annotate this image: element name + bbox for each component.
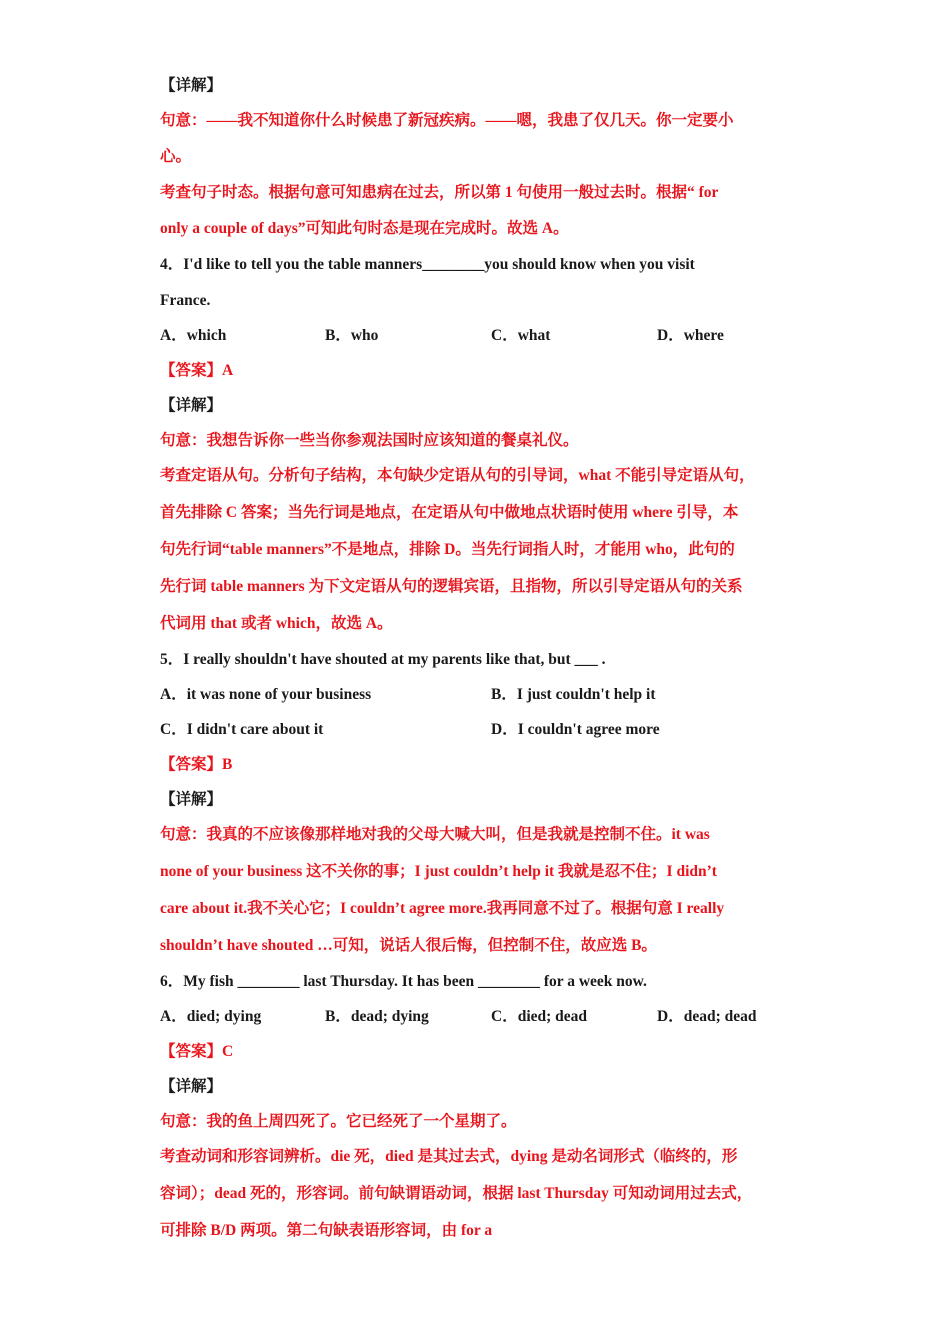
question-stem: 4．I'd like to tell you the table manners________you should know when you visit — [160, 256, 695, 273]
option-a: A．which — [160, 327, 227, 344]
option-c: C．died; dead — [491, 1008, 588, 1025]
option-b: B．dead; dying — [325, 1008, 429, 1025]
answer-label: 【答案】B — [160, 756, 233, 773]
detail-label: 【详解】 — [160, 1078, 223, 1095]
analysis-text: 先行词 table manners 为下文定语从句的逻辑宾语，且指物，所以引导定语从句的关系 — [160, 578, 743, 595]
analysis-text: 句先行词“table manners”不是地点，排除 D。当先行词指人时，才能用 who，此句的 — [160, 541, 735, 558]
answer-label: 【答案】A — [160, 362, 234, 379]
question-stem: 5．I really shouldn't have shouted at my parents like that, but ___ . — [160, 651, 606, 668]
meaning-text: 句意：我想告诉你一些当你参观法国时应该知道的餐桌礼仪。 — [160, 432, 579, 449]
analysis-text: 考查定语从句。分析句子结构，本句缺少定语从句的引导词，what 不能引导定语从句， — [160, 467, 755, 484]
option-c: C．what — [491, 327, 551, 344]
meaning-text: 句意：——我不知道你什么时候患了新冠疾病。——嗯，我患了仅几天。你一定要小 — [160, 112, 734, 129]
analysis-text: 考查动词和形容词辨析。die 死，died 是其过去式，dying 是动名词形式（临终的，形 — [160, 1148, 738, 1165]
question-stem: France. — [160, 292, 211, 309]
option-d: D．dead; dead — [657, 1008, 757, 1025]
detail-label: 【详解】 — [160, 77, 223, 94]
option-a: A．it was none of your business — [160, 686, 372, 703]
detail-label: 【详解】 — [160, 397, 223, 414]
option-b: B．who — [325, 327, 379, 344]
analysis-text: 考查句子时态。根据句意可知患病在过去，所以第 1 句使用一般过去时。根据“ for — [160, 184, 719, 201]
answer-label: 【答案】C — [160, 1043, 234, 1060]
detail-label: 【详解】 — [160, 791, 223, 808]
analysis-text: 代词用 that 或者 which，故选 A。 — [160, 615, 393, 632]
question-stem: 6．My fish ________ last Thursday. It has been ________ for a week now. — [160, 973, 647, 990]
analysis-text: only a couple of days”可知此句时态是现在完成时。故选 A。 — [160, 220, 569, 237]
analysis-text: none of your business 这不关你的事；I just couldn’t help it 我就是忍不住；I didn’t — [160, 863, 717, 880]
analysis-text: care about it.我不关心它；I couldn’t agree more.我再同意不过了。根据句意 I really — [160, 900, 725, 917]
analysis-text: 可排除 B/D 两项。第二句缺表语形容词，由 for a — [160, 1222, 493, 1239]
analysis-text: shouldn’t have shouted …可知，说话人很后悔，但控制不住，故应选 B。 — [160, 937, 657, 954]
option-d: D．where — [657, 327, 724, 344]
option-a: A．died; dying — [160, 1008, 262, 1025]
meaning-text: 心。 — [160, 148, 192, 165]
analysis-text: 句意：我真的不应该像那样地对我的父母大喊大叫，但是我就是控制不住。it was — [160, 826, 710, 843]
analysis-text: 容词）；dead 死的，形容词。前句缺谓语动词，根据 last Thursday 可知动词用过去式， — [160, 1185, 753, 1202]
meaning-text: 句意：我的鱼上周四死了。它已经死了一个星期了。 — [160, 1113, 517, 1130]
analysis-text: 首先排除 C 答案；当先行词是地点，在定语从句中做地点状语时使用 where 引导，本 — [160, 504, 739, 521]
option-d: D．I couldn't agree more — [491, 721, 660, 738]
option-c: C．I didn't care about it — [160, 721, 324, 738]
option-b: B．I just couldn't help it — [491, 686, 656, 703]
